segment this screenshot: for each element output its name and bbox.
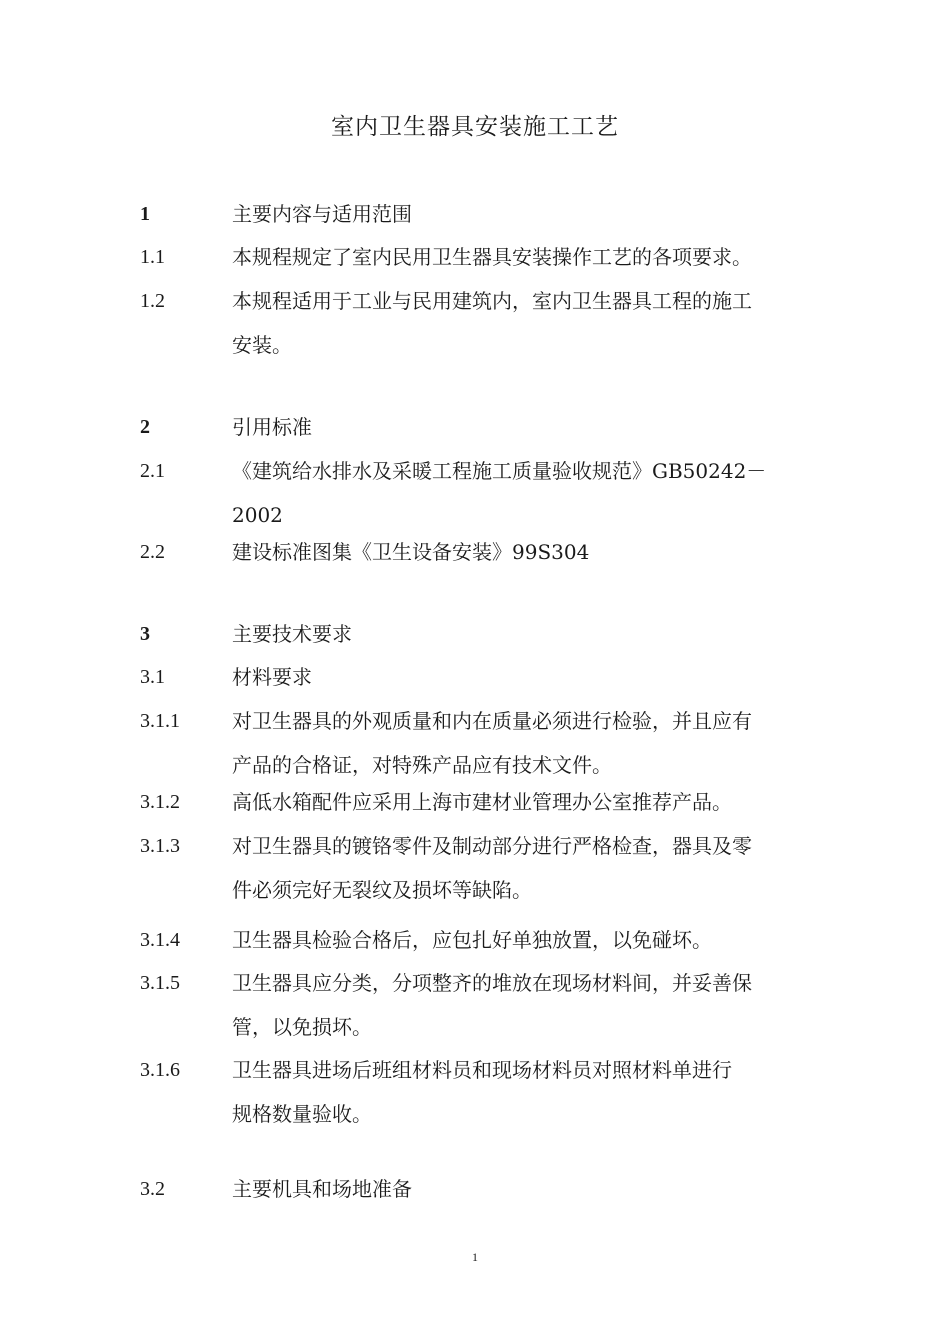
text-line: 安装。 [232, 333, 292, 357]
text-line: 《建筑给水排水及采暖工程施工质量验收规范》GB50242－ [232, 459, 767, 483]
section-text [232, 780, 817, 824]
section-number: 3.1.4 [140, 929, 180, 951]
text-line: 本规程规定了室内民用卫生器具安装操作工艺的各项要求。 [232, 245, 752, 269]
text-line: 规格数量验收。 [232, 1102, 372, 1126]
text-line: 件必须完好无裂纹及损坏等缺陷。 [232, 878, 532, 902]
section-number: 3.2 [140, 1178, 165, 1200]
text-line: 主要机具和场地准备 [232, 1177, 412, 1201]
text-line: 材料要求 [232, 665, 312, 689]
section-text [232, 530, 817, 574]
text-line: 对卫生器具的镀铬零件及制动部分进行严格检查，器具及零 [232, 834, 752, 858]
section-text [232, 235, 817, 279]
section-text [232, 192, 817, 236]
text-line: 卫生器具应分类，分项整齐的堆放在现场材料间，并妥善保 [232, 971, 752, 995]
section-text [232, 918, 817, 962]
section-number: 1 [140, 203, 150, 225]
section-number: 3.1.5 [140, 972, 180, 994]
document-title: 室内卫生器具安装施工工艺 [331, 114, 619, 140]
section-text [232, 449, 817, 537]
text-line: 卫生器具进场后班组材料员和现场材料员对照材料单进行 [232, 1058, 732, 1082]
section-text [232, 1167, 817, 1211]
text-line: 本规程适用于工业与民用建筑内，室内卫生器具工程的施工 [232, 289, 752, 313]
section-number: 2.2 [140, 541, 165, 563]
text-line: 主要技术要求 [232, 622, 352, 646]
section-text [232, 405, 817, 449]
section-number: 1.1 [140, 246, 165, 268]
text-line: 高低水箱配件应采用上海市建材业管理办公室推荐产品。 [232, 790, 732, 814]
section-number: 3.1.3 [140, 835, 180, 857]
text-line: 卫生器具检验合格后，应包扎好单独放置，以免碰坏。 [232, 928, 712, 952]
section-text [232, 961, 817, 1049]
section-number: 3.1.1 [140, 710, 180, 732]
text-line: 管，以免损坏。 [232, 1015, 372, 1039]
section-text [232, 1048, 817, 1136]
section-number: 1.2 [140, 290, 165, 312]
section-number: 3.1.6 [140, 1059, 180, 1081]
text-line: 引用标准 [232, 415, 312, 439]
section-number: 3.1.2 [140, 791, 180, 813]
text-line: 主要内容与适用范围 [232, 202, 412, 226]
text-line: 建设标准图集《卫生设备安装》99S304 [232, 540, 590, 564]
text-line: 产品的合格证，对特殊产品应有技术文件。 [232, 753, 612, 777]
section-number: 2.1 [140, 460, 165, 482]
text-line: 2002 [232, 503, 283, 527]
section-number: 3 [140, 623, 150, 645]
text-line: 对卫生器具的外观质量和内在质量必须进行检验，并且应有 [232, 709, 752, 733]
section-number: 2 [140, 416, 150, 438]
section-number: 3.1 [140, 666, 165, 688]
section-text [232, 699, 817, 787]
section-text [232, 279, 817, 367]
section-text [232, 612, 817, 656]
section-text [232, 655, 817, 699]
section-text [232, 824, 817, 912]
page-number: 1 [472, 1250, 478, 1264]
